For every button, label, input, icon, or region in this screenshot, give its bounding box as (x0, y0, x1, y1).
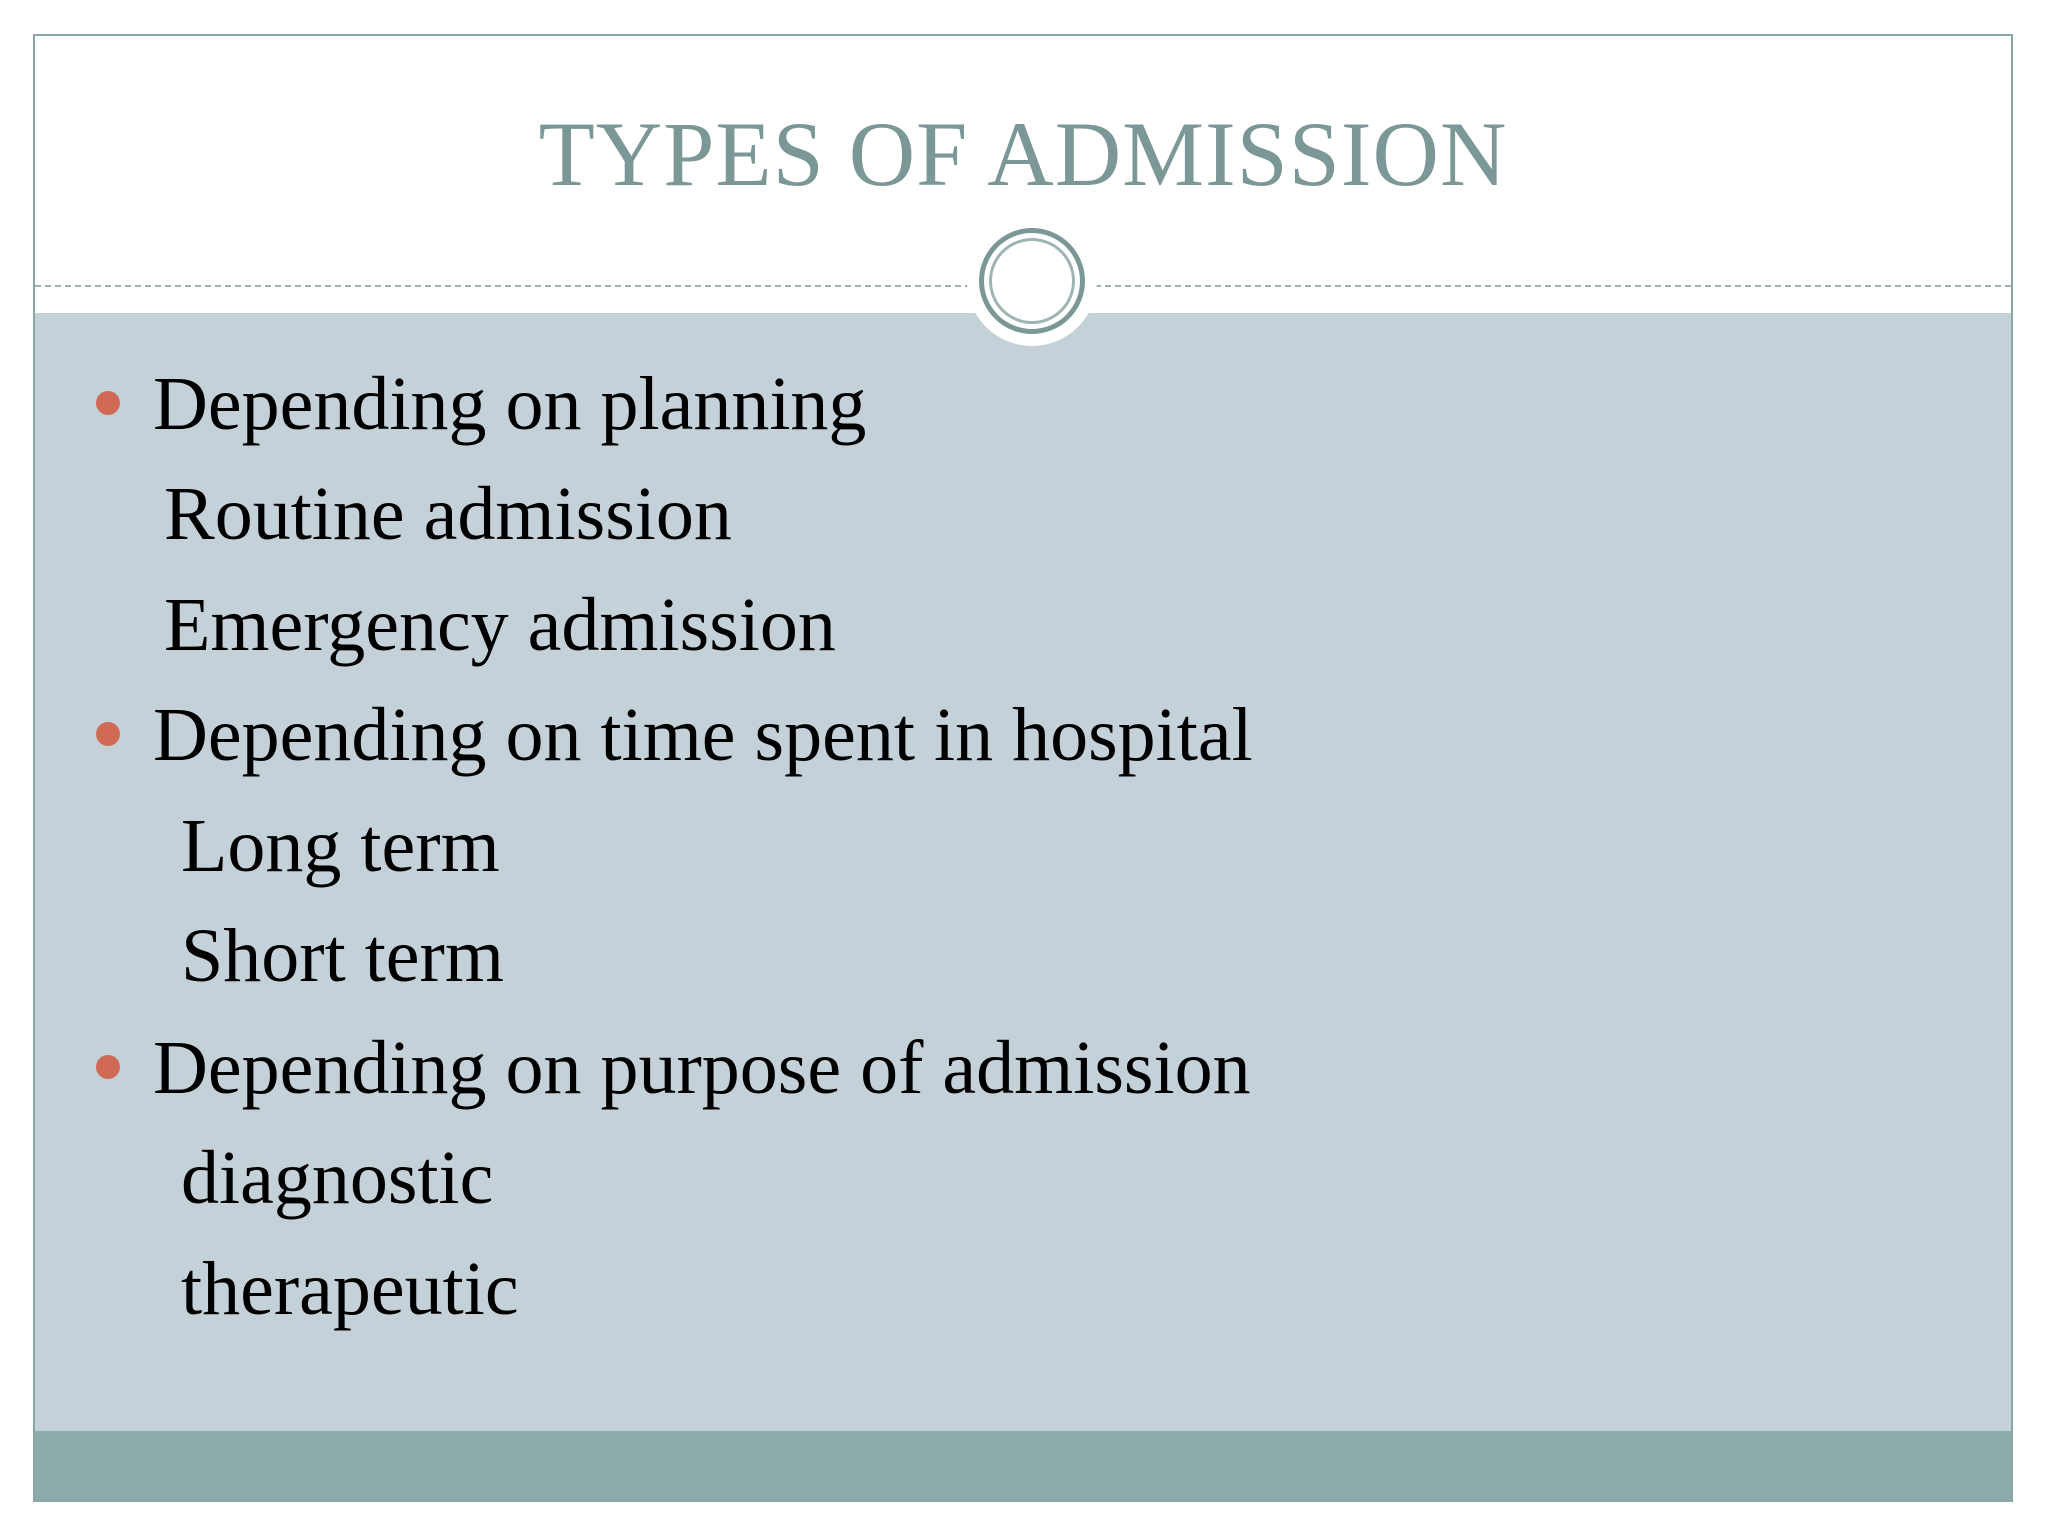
bullet-dot-icon (96, 1055, 120, 1079)
bullet-heading: Depending on purpose of admission (153, 1026, 1251, 1110)
sub-item: therapeutic (181, 1247, 519, 1331)
bullet-dot-icon (96, 722, 120, 746)
sub-item: Emergency admission (164, 583, 836, 667)
ring-ornament-icon (979, 228, 1085, 334)
footer-band (35, 1431, 2011, 1502)
slide (33, 34, 2013, 1502)
bullet-heading: Depending on time spent in hospital (153, 693, 1253, 777)
sub-item: Short term (181, 914, 504, 998)
sub-item: Routine admission (164, 472, 732, 556)
sub-item: diagnostic (181, 1136, 494, 1220)
bullet-heading: Depending on planning (153, 362, 867, 446)
bullet-dot-icon (96, 391, 120, 415)
slide-title: TYPES OF ADMISSION (538, 103, 1508, 205)
sub-item: Long term (181, 804, 500, 888)
